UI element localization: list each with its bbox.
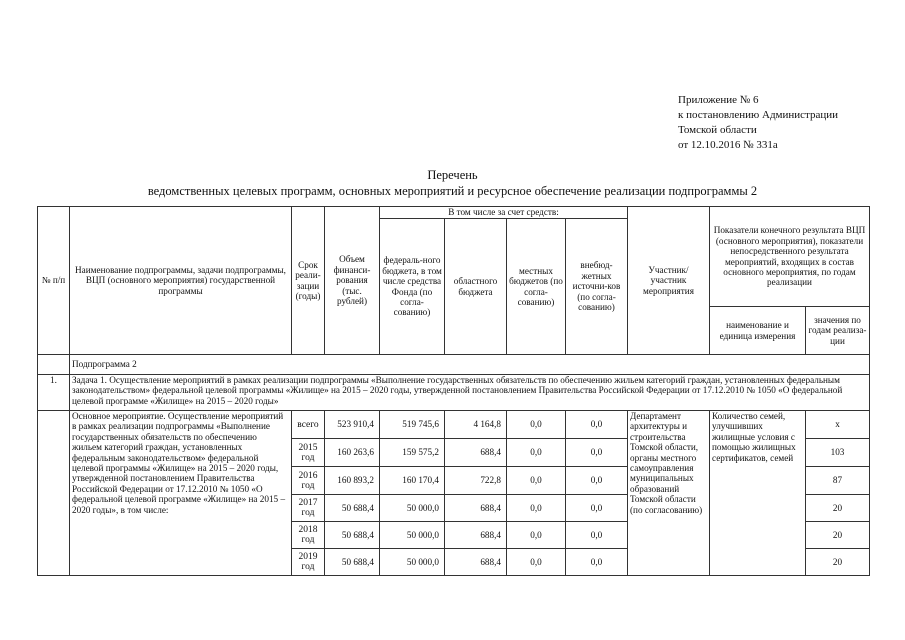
- row-regional: 688,4: [445, 439, 507, 467]
- header-volume: Объем финанси-рования (тыс. рублей): [325, 207, 380, 355]
- row-volume: 160 893,2: [325, 467, 380, 495]
- document-title: Перечень: [427, 168, 478, 182]
- row-value: х: [806, 411, 870, 439]
- row-value: 20: [806, 549, 870, 576]
- row-local: 0,0: [507, 522, 566, 549]
- row-federal: 159 575,2: [380, 439, 445, 467]
- row-regional: 688,4: [445, 495, 507, 522]
- row-period: 2019 год: [292, 549, 325, 576]
- header-indicators: Показатели конечного результата ВЦП (основного мероприятия), показатели непосредственного результата мероприятий, входящих в состав основного мероприятия, по годам реализации: [710, 207, 870, 307]
- row-period: 2016 год: [292, 467, 325, 495]
- row-federal: 50 000,0: [380, 522, 445, 549]
- row-regional: 688,4: [445, 549, 507, 576]
- row-federal: 160 170,4: [380, 467, 445, 495]
- row-value: 20: [806, 522, 870, 549]
- row-extra: 0,0: [566, 439, 628, 467]
- appendix-line: Приложение № 6: [678, 94, 759, 106]
- task-text: Задача 1. Осуществление мероприятий в рамках реализации подпрограммы «Выполнение государственных обязательств по обеспечению жильем категорий граждан, установленных федеральным законодательством» федеральной целевой программы «Жилище» на 2015 – 2020 годы, утвержденной постановлением Правительства Российской Федерации от 17.12.2010 № 1050 «О федеральной целевой программе «Жилище» на 2015 – 2020 годы»: [70, 375, 870, 411]
- task-num: 1.: [38, 375, 70, 411]
- row-federal: 50 000,0: [380, 495, 445, 522]
- row-local: 0,0: [507, 411, 566, 439]
- row-extra: 0,0: [566, 495, 628, 522]
- programs-table: [37, 206, 870, 576]
- row-period: 2018 год: [292, 522, 325, 549]
- appendix-line: к постановлению Администрации: [678, 109, 839, 121]
- appendix-line: от 12.10.2016 № 331а: [678, 139, 778, 151]
- measure-indicator: Количество семей, улучшивших жилищные условия с помощью жилищных сертификатов, семей: [710, 411, 806, 576]
- row-regional: 722,8: [445, 467, 507, 495]
- row-value: 103: [806, 439, 870, 467]
- header-federal: федераль-ного бюджета, в том числе средства Фонда (по согла-сованию): [380, 219, 445, 355]
- row-value: 20: [806, 495, 870, 522]
- row-extra: 0,0: [566, 411, 628, 439]
- header-including: В том числе за счет средств:: [380, 207, 628, 219]
- appendix-line: Томской области: [678, 124, 757, 136]
- appendix-block: [678, 93, 838, 153]
- row-local: 0,0: [507, 467, 566, 495]
- row-volume: 50 688,4: [325, 495, 380, 522]
- row-local: 0,0: [507, 495, 566, 522]
- measure-name: Основное мероприятие. Осуществление мероприятий в рамках реализации подпрограммы «Выполнение государственных обязательств по обеспечению жильем категорий граждан, установленных федеральным законодательством» федеральной целевой программы «Жилище» на 2015 – 2020 годы, утвержденной постановлением Правительства Российской Федерации от 17.12.2010 № 1050 «О федеральной целевой программе «Жилище» на 2015 – 2020 годы», в том числе:: [70, 411, 292, 576]
- header-indicator-name: наименование и единица измерения: [710, 307, 806, 355]
- header-num: № п/п: [38, 207, 70, 355]
- measure-participant: Департамент архитектуры и строительства Томской области, органы местного самоуправления муниципальных образований Томской области (по согласованию): [628, 411, 710, 576]
- row-regional: 688,4: [445, 522, 507, 549]
- measure-num-cell: [38, 411, 70, 576]
- row-volume: 160 263,6: [325, 439, 380, 467]
- row-federal: 519 745,6: [380, 411, 445, 439]
- row-extra: 0,0: [566, 467, 628, 495]
- row-value: 87: [806, 467, 870, 495]
- header-regional: областного бюджета: [445, 219, 507, 355]
- row-local: 0,0: [507, 549, 566, 576]
- header-local: местных бюджетов (по согла-сованию): [507, 219, 566, 355]
- subprogram-label: Подпрограмма 2: [70, 355, 870, 375]
- header-indicator-values: значения по годам реализа-ции: [806, 307, 870, 355]
- row-regional: 4 164,8: [445, 411, 507, 439]
- row-period: 2015 год: [292, 439, 325, 467]
- row-local: 0,0: [507, 439, 566, 467]
- row-extra: 0,0: [566, 549, 628, 576]
- header-participant: Участник/ участник мероприятия: [628, 207, 710, 355]
- header-name: Наименование подпрограммы, задачи подпрограммы, ВЦП (основного мероприятия) государственной программы: [70, 207, 292, 355]
- document-subtitle: ведомственных целевых программ, основных мероприятий и ресурсное обеспечение реализации подпрограммы 2: [147, 184, 758, 198]
- row-period: всего: [292, 411, 325, 439]
- row-volume: 50 688,4: [325, 522, 380, 549]
- row-federal: 50 000,0: [380, 549, 445, 576]
- row-extra: 0,0: [566, 522, 628, 549]
- header-term: Срок реали-зации (годы): [292, 207, 325, 355]
- row-volume: 50 688,4: [325, 549, 380, 576]
- row-period: 2017 год: [292, 495, 325, 522]
- header-extra: внебюд-жетных источни-ков (по согла-сованию): [566, 219, 628, 355]
- subprogram-num-cell: [38, 355, 70, 375]
- row-volume: 523 910,4: [325, 411, 380, 439]
